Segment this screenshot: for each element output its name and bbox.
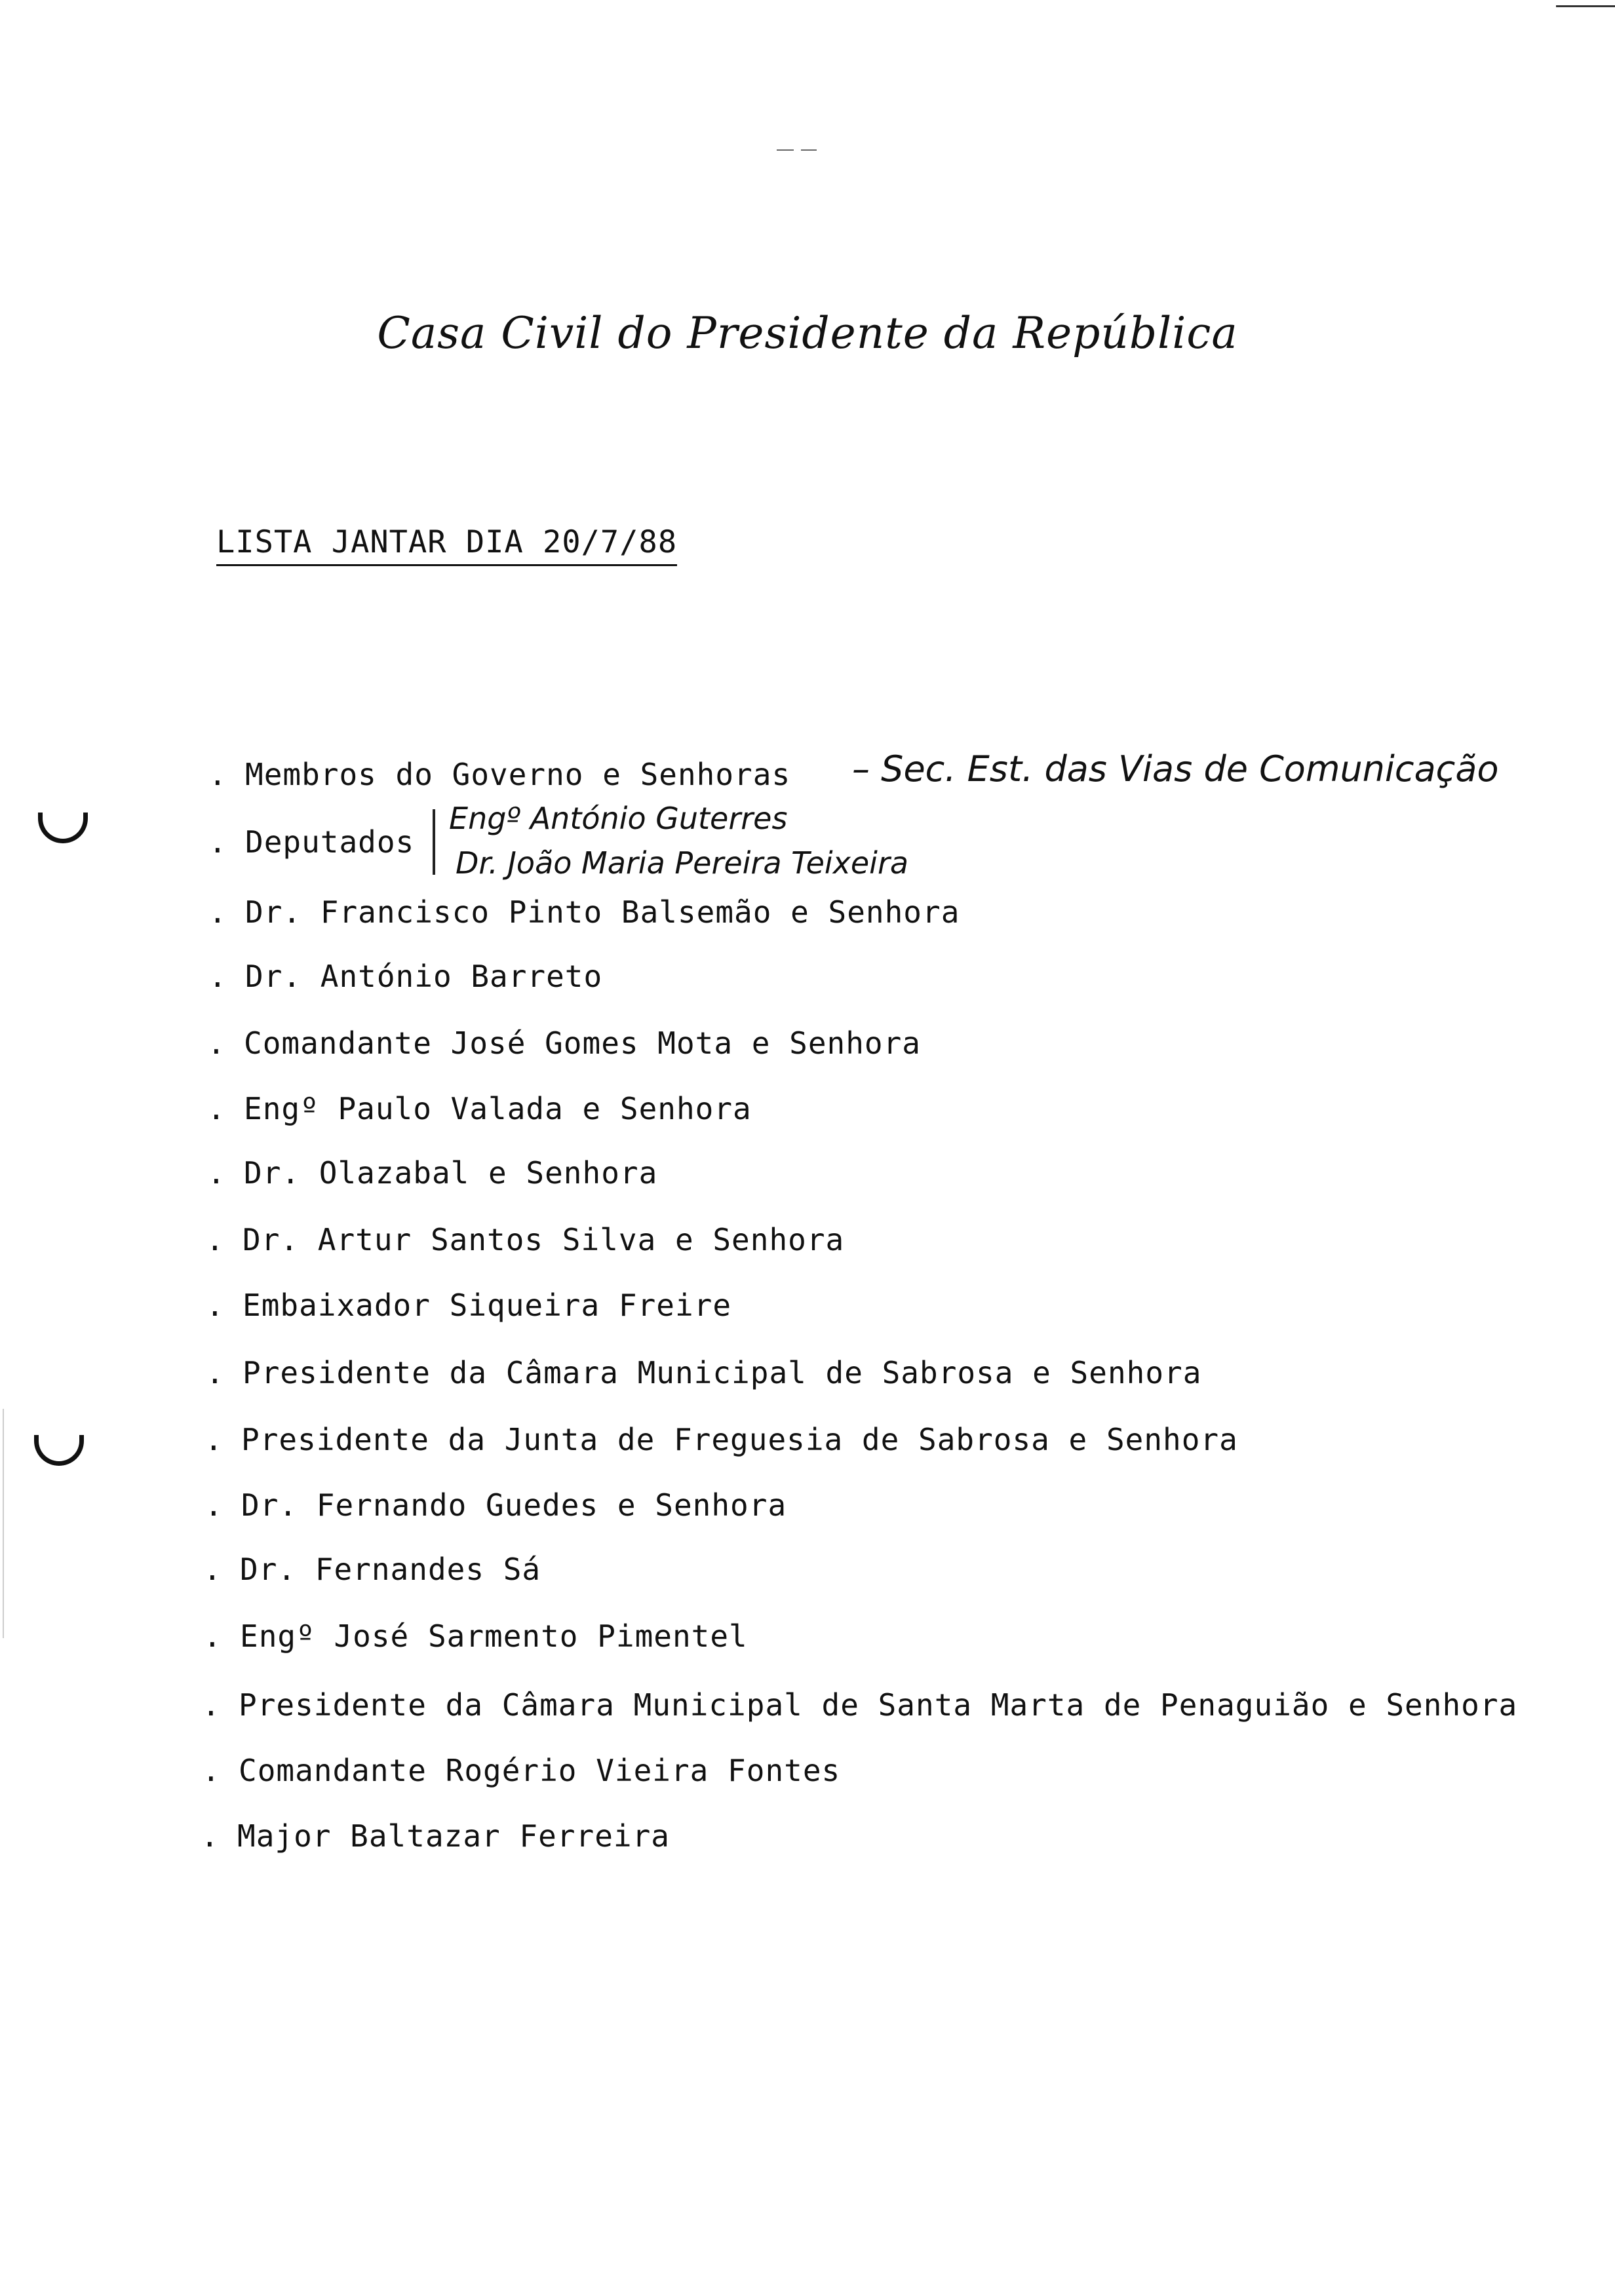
check-mark-icon [38, 813, 88, 843]
stray-mark [777, 149, 794, 151]
stray-mark [801, 149, 817, 151]
handwritten-bracket [433, 809, 435, 875]
bullet: . [206, 1355, 225, 1390]
list-item [206, 1222, 844, 1257]
handwritten-note: Dr. João Maria Pereira Teixeira [456, 845, 909, 881]
list-item [202, 1753, 840, 1788]
list-item [206, 1288, 731, 1323]
list-item-text: Embaixador Siqueira Freire [243, 1288, 732, 1323]
bullet: . [201, 1818, 220, 1854]
bullet: . [208, 959, 227, 994]
list-item-text: Dr. António Barreto [245, 959, 603, 994]
list-item [204, 1422, 1238, 1457]
list-item [202, 1687, 1517, 1723]
handwritten-note: Engº António Guterres [449, 801, 788, 836]
list-item-text: Dr. Francisco Pinto Balsemão e Senhora [245, 894, 960, 930]
list-item-text: Engº José Sarmento Pimentel [240, 1618, 748, 1654]
list-item [208, 757, 790, 792]
list-item [208, 959, 602, 994]
list-item-text: Major Baltazar Ferreira [237, 1818, 670, 1854]
list-item-text: Presidente da Câmara Municipal de Sabrosa e Senhora [243, 1355, 1202, 1390]
list-item [208, 894, 960, 930]
handwritten-note: – Sec. Est. das Vias de Comunicação [852, 748, 1499, 790]
bullet: . [208, 757, 227, 792]
list-item-text: Dr. Fernando Guedes e Senhora [241, 1487, 787, 1523]
list-item-text: Engº Paulo Valada e Senhora [244, 1091, 752, 1126]
bullet: . [204, 1487, 224, 1523]
list-item [207, 1025, 921, 1061]
list-item-text: Dr. Artur Santos Silva e Senhora [243, 1222, 845, 1257]
bullet: . [207, 1025, 226, 1061]
list-item [208, 824, 414, 860]
list-item [206, 1355, 1201, 1390]
bullet: . [206, 1288, 225, 1323]
bullet: . [202, 1753, 221, 1788]
bullet: . [207, 1155, 226, 1191]
list-item-text: Dr. Fernandes Sá [240, 1552, 541, 1587]
bullet: . [203, 1552, 222, 1587]
list-item-text: Comandante José Gomes Mota e Senhora [244, 1025, 921, 1061]
bullet: . [206, 1222, 225, 1257]
bullet: . [208, 894, 227, 930]
bullet: . [207, 1091, 226, 1126]
list-item [207, 1155, 657, 1191]
list-item [204, 1487, 787, 1523]
scan-edge-line [3, 1409, 4, 1638]
scan-edge-line [1556, 5, 1615, 7]
check-mark-icon [34, 1435, 84, 1466]
letterhead: Casa Civil do Presidente da República [377, 308, 1238, 358]
list-item [201, 1818, 670, 1854]
bullet: . [204, 1422, 224, 1457]
list-title: LISTA JANTAR DIA 20/7/88 [216, 524, 677, 566]
list-item [207, 1091, 752, 1126]
list-item-text: Membros do Governo e Senhoras [245, 757, 791, 792]
list-item-text: Deputados [245, 824, 415, 860]
bullet: . [202, 1687, 221, 1723]
list-item-text: Presidente da Junta de Freguesia de Sabrosa e Senhora [241, 1422, 1238, 1457]
list-item [203, 1552, 541, 1587]
list-item-text: Presidente da Câmara Municipal de Santa Marta de Penaguião e Senhora [239, 1687, 1518, 1723]
bullet: . [203, 1618, 222, 1654]
list-item-text: Comandante Rogério Vieira Fontes [239, 1753, 841, 1788]
list-item-text: Dr. Olazabal e Senhora [244, 1155, 658, 1191]
bullet: . [208, 824, 227, 860]
list-item [203, 1618, 748, 1654]
